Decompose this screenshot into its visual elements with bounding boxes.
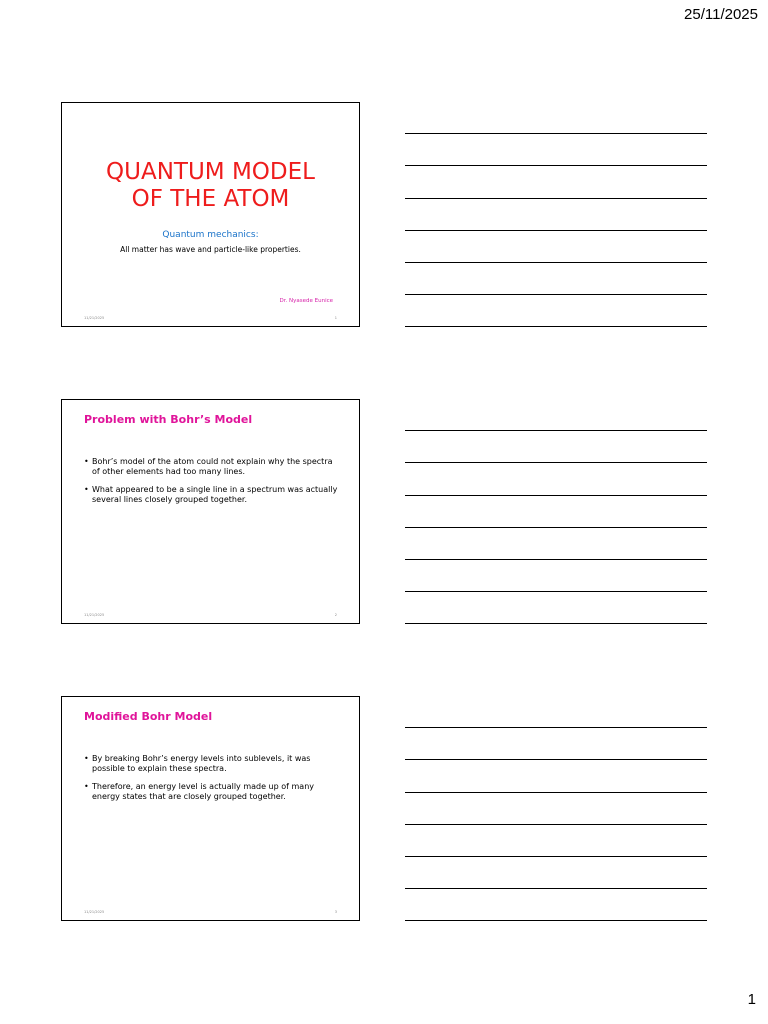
slide-description: All matter has wave and particle-like properties. — [120, 245, 301, 254]
notes-lines-1 — [405, 102, 707, 327]
slide-heading: Problem with Bohr’s Model — [84, 413, 253, 426]
bullet-item — [84, 457, 341, 476]
note-line — [405, 263, 707, 295]
bullet-marker: • — [84, 754, 89, 763]
bullet-marker: • — [84, 457, 89, 466]
notes-lines-2 — [405, 399, 707, 624]
slide-author: Dr. Nyasede Eunice — [279, 298, 333, 304]
note-line — [405, 560, 707, 592]
bullet-text: Therefore, an energy level is actually made up of many energy states that are closely grouped together. — [92, 782, 314, 801]
note-line — [405, 295, 707, 327]
page-number: 1 — [747, 991, 756, 1008]
slide-1-title — [61, 102, 360, 327]
note-line — [405, 857, 707, 889]
note-line — [405, 496, 707, 528]
print-date: 25/11/2025 — [684, 6, 758, 23]
bullet-text: By breaking Bohr’s energy levels into sublevels, it was possible to explain these spectra. — [92, 754, 311, 773]
note-line — [405, 199, 707, 231]
slide-title-line-2: OF THE ATOM — [131, 186, 290, 212]
bullet-item — [84, 485, 341, 504]
slide-footer-number: 2 — [334, 613, 337, 617]
slide-footer-number: 1 — [334, 316, 337, 320]
note-line — [405, 696, 707, 728]
note-line — [405, 889, 707, 921]
note-line — [405, 825, 707, 857]
slide-footer-number: 3 — [334, 910, 337, 914]
note-line — [405, 102, 707, 134]
bullet-item — [84, 754, 341, 773]
note-line — [405, 431, 707, 463]
note-line — [405, 463, 707, 495]
slide-2 — [61, 399, 360, 624]
note-line — [405, 793, 707, 825]
note-line — [405, 760, 707, 792]
slide-title-line-1: QUANTUM MODEL — [106, 159, 315, 185]
note-line — [405, 399, 707, 431]
note-line — [405, 728, 707, 760]
bullet-marker: • — [84, 782, 89, 791]
note-line — [405, 134, 707, 166]
bullet-text: What appeared to be a single line in a spectrum was actually several lines closely grouped together. — [92, 485, 338, 504]
slide-footer-date: 11/21/2025 — [84, 316, 105, 320]
slide-footer-date: 11/21/2025 — [84, 910, 105, 914]
slide-3 — [61, 696, 360, 921]
slide-title — [62, 159, 359, 213]
bullet-text: Bohr’s model of the atom could not explain why the spectra of other elements had too many lines. — [92, 457, 333, 476]
bullet-list — [84, 457, 341, 513]
note-line — [405, 592, 707, 624]
note-line — [405, 231, 707, 263]
notes-lines-3 — [405, 696, 707, 921]
bullet-list — [84, 754, 341, 810]
slide-heading: Modified Bohr Model — [84, 710, 213, 723]
note-line — [405, 528, 707, 560]
bullet-item — [84, 782, 341, 801]
slide-subtitle: Quantum mechanics: — [162, 230, 259, 240]
bullet-marker: • — [84, 485, 89, 494]
slide-footer-date: 11/21/2025 — [84, 613, 105, 617]
note-line — [405, 166, 707, 198]
